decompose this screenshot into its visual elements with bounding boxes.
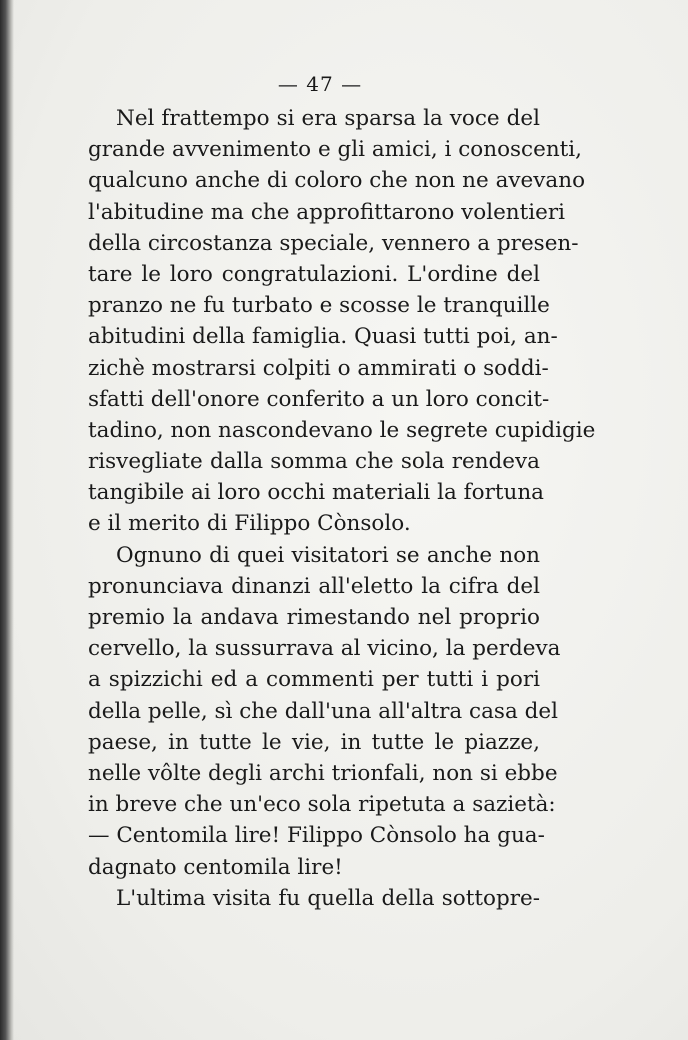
text-line: e il merito di Filippo Cònsolo. — [88, 511, 411, 537]
page-number: — 47 — — [277, 72, 363, 96]
paragraph-3 — [88, 883, 540, 914]
text-line: Nel frattempo si era sparsa la voce del — [116, 106, 540, 131]
paragraph-1 — [88, 103, 596, 540]
text-line: tangibile ai loro occhi materiali la fortuna — [88, 480, 544, 506]
text-line: nelle vôlte degli archi trionfali, non si ebbe — [88, 760, 558, 786]
text-line: l'abitudine ma che approfittarono volentieri — [88, 199, 566, 225]
text-line: paese, in tutte le vie, in tutte le piazze, — [88, 729, 540, 755]
text-line: L'ultima visita fu quella della sottopre- — [116, 885, 540, 911]
text-line: a spizzichi ed a commenti per tutti i pori — [88, 667, 540, 693]
text-line: della circostanza speciale, vennero a presen- — [88, 230, 579, 256]
text-line: risvegliate dalla somma che sola rendeva — [88, 449, 540, 475]
text-line: zichè mostrarsi colpiti o ammirati o soddi- — [88, 355, 549, 381]
text-line: premio la andava rimestando nel proprio — [88, 605, 540, 630]
text-line: qualcuno anche di coloro che non ne avevano — [88, 168, 586, 194]
text-line: dagnato centomila lire! — [88, 854, 343, 880]
text-line: — Centomila lire! Filippo Cònsolo ha gua- — [88, 823, 545, 849]
text-line: tadino, non nascondevano le segrete cupidigie — [88, 417, 596, 443]
text-line: grande avvenimento e gli amici, i conoscenti, — [88, 137, 583, 163]
text-line: pronunciava dinanzi all'eletto la cifra del — [88, 573, 540, 599]
text-line: pranzo ne fu turbato e scosse le tranquille — [88, 293, 550, 319]
text-line: della pelle, sì che dall'una all'altra casa del — [88, 698, 558, 724]
text-line: in breve che un'eco sola ripetuta a sazietà: — [88, 792, 556, 818]
body-text — [88, 103, 596, 914]
text-line: Ognuno di quei visitatori se anche non — [116, 542, 540, 568]
text-line: abitudini della famiglia. Quasi tutti poi, an- — [88, 324, 558, 350]
text-line: sfatti dell'onore conferito a un loro concit- — [88, 386, 550, 412]
paragraph-2 — [88, 540, 561, 883]
text-line: cervello, la sussurrava al vicino, la perdeva — [88, 636, 561, 662]
text-line: tare le loro congratulazioni. L'ordine del — [88, 261, 540, 287]
binding-edge — [0, 0, 14, 1040]
